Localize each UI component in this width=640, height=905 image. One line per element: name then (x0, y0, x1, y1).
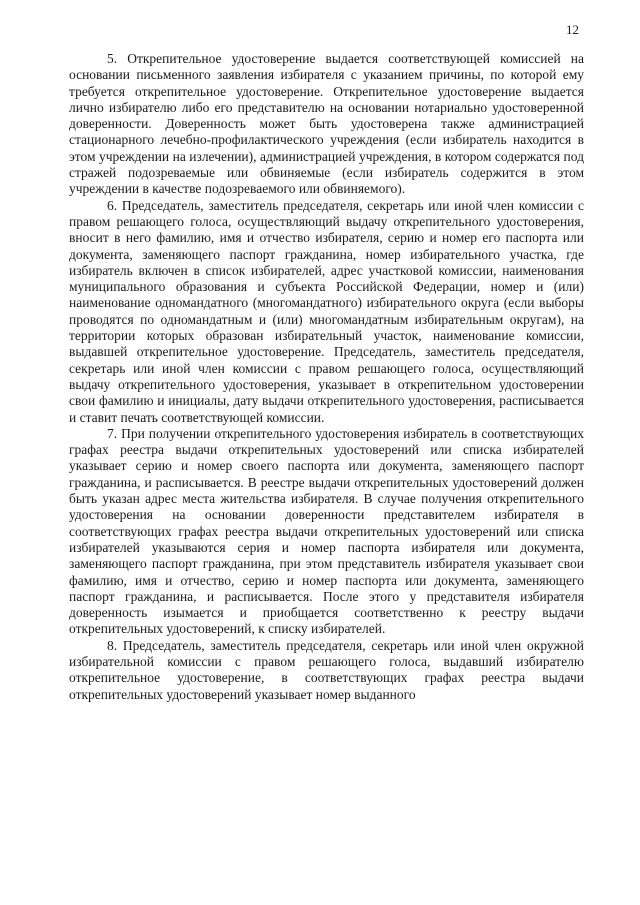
paragraph-7: 7. При получении открепительного удостоверения избиратель в соответствующих графах реестра выдачи открепительных удостоверений или списка избирателей указывает серию и номер своего паспорта или документа, заменяющего паспорт гражданина, и расписывается. В реестре выдачи открепительных удостоверений должен быть указан адрес места жительства избирателя. В случае получения открепительного удостоверения на основании доверенности представителем избирателя в соответствующих графах реестра выдачи открепительных удостоверений или списка избирателей указываются серия и номер паспорта избирателя или документа, заменяющего паспорт гражданина, при этом представитель избирателя указывает свои фамилию, имя и отчество, серию и номер паспорта или документа, заменяющего паспорт гражданина, и расписывается. После этого у представителя избирателя доверенность изымается и приобщается соответственно к реестру выдачи открепительных удостоверений, к списку избирателей. (69, 425, 584, 637)
paragraph-6: 6. Председатель, заместитель председателя, секретарь или иной член комиссии с правом решающего голоса, осуществляющий выдачу открепительного удостоверения, вносит в него фамилию, имя и отчество избирателя, серию и номер его паспорта или документа, заменяющего паспорт гражданина, номер избирательного участка, где избиратель включен в список избирателей, адрес участковой комиссии, наименования муниципального образования и субъекта Российской Федерации, номер и (или) наименование одномандатного (многомандатного) избирательного округа (если выборы проводятся по одномандатным и (или) многомандатным избирательным округам), на территории которых образован избирательный участок, наименование комиссии, выдавшей открепительное удостоверение. Председатель, заместитель председателя, секретарь или иной член комиссии с правом решающего голоса, осуществляющий выдачу открепительного удостоверения, указывает в открепительном удостоверении свои фамилию и инициалы, дату выдачи открепительного удостоверения, расписывается и ставит печать соответствующей комиссии. (69, 197, 584, 425)
document-body (69, 51, 584, 703)
paragraph-8: 8. Председатель, заместитель председателя, секретарь или иной член окружной избирательной комиссии с правом решающего голоса, выдавший избирателю открепительное удостоверение, в соответствующих графах реестра выдачи открепительных удостоверений указывает номер выданного (69, 637, 584, 702)
page-number: 12 (566, 22, 579, 37)
paragraph-5: 5. Открепительное удостоверение выдается соответствующей комиссией на основании письменного заявления избирателя с указанием причины, по которой ему требуется открепительное удостоверение. Открепительное удостоверение выдается лично избирателю либо его представителю на основании нотариально удостоверенной доверенности. Доверенность может быть удостоверена также администрацией стационарного лечебно-профилактического учреждения (если избиратель находится в этом учреждении на излечении), администрацией учреждения, в котором содержатся под стражей подозреваемые или обвиняемые (если избиратель содержится в этом учреждении в качестве подозреваемого или обвиняемого). (69, 51, 584, 197)
